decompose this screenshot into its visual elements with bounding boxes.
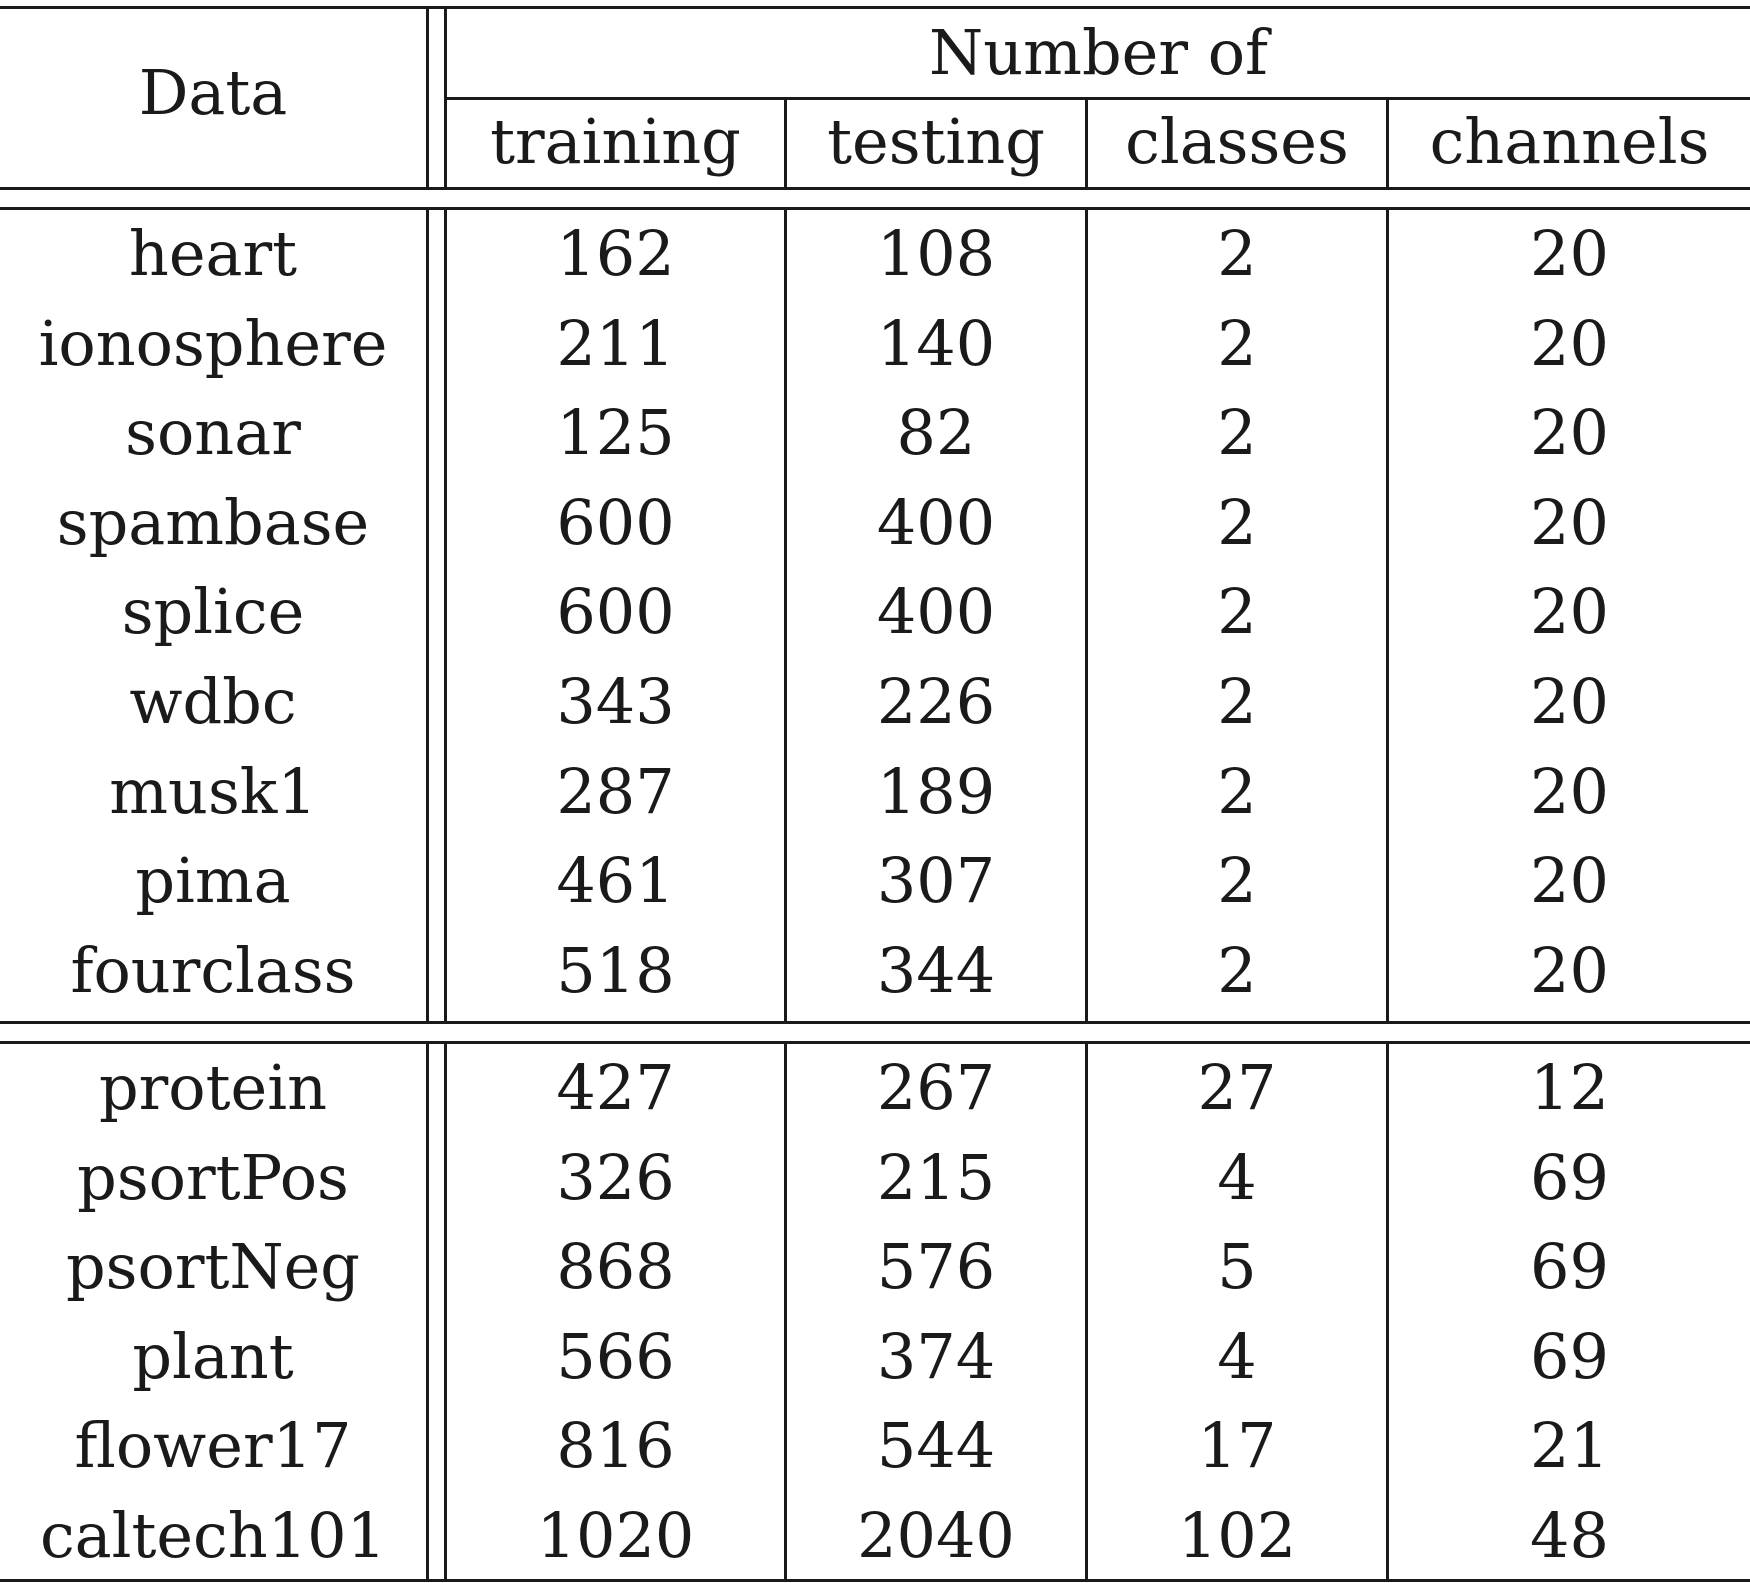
header-training: training xyxy=(490,105,741,178)
table-cell-testing: 344 xyxy=(876,933,996,1007)
table-cell-classes: 2 xyxy=(1217,575,1257,649)
table-cell-testing: 215 xyxy=(876,1140,996,1214)
table-cell-training: 162 xyxy=(556,217,675,290)
table-cell-testing: 267 xyxy=(876,1051,996,1124)
table-cell-training: 816 xyxy=(556,1409,675,1483)
dataset-name-cell: plant xyxy=(132,1319,294,1393)
table-cell-training: 343 xyxy=(556,665,675,738)
table-cell-classes: 2 xyxy=(1217,306,1257,380)
table-cell-training: 461 xyxy=(556,844,675,918)
table-cell-channels: 69 xyxy=(1530,1319,1609,1393)
table-cell-classes: 4 xyxy=(1217,1140,1257,1214)
table-cell-training: 566 xyxy=(556,1319,675,1393)
table-cell-channels: 20 xyxy=(1530,575,1609,649)
data-col-divider-a xyxy=(426,207,429,1024)
table-cell-channels: 20 xyxy=(1530,306,1609,380)
table-cell-channels: 20 xyxy=(1530,396,1609,470)
table-cell-testing: 189 xyxy=(876,754,996,828)
table-cell-classes: 5 xyxy=(1217,1230,1257,1304)
header-number-of: Number of xyxy=(929,16,1268,89)
table-cell-training: 600 xyxy=(556,575,675,649)
table-cell-testing: 544 xyxy=(876,1409,996,1483)
table-cell-classes: 2 xyxy=(1217,396,1257,470)
table-cell-channels: 20 xyxy=(1530,217,1609,290)
table-cell-classes: 17 xyxy=(1197,1409,1277,1483)
table-cell-channels: 69 xyxy=(1530,1230,1609,1304)
table-cell-testing: 374 xyxy=(876,1319,996,1393)
table-cell-testing: 400 xyxy=(876,485,996,559)
dataset-name-cell: sonar xyxy=(125,396,301,470)
table-cell-training: 1020 xyxy=(536,1499,695,1572)
dataset-name-cell: caltech101 xyxy=(39,1499,387,1572)
table-cell-classes: 102 xyxy=(1177,1499,1297,1572)
dataset-name-cell: ionosphere xyxy=(38,306,388,380)
table-cell-testing: 307 xyxy=(876,844,996,918)
table-cell-channels: 69 xyxy=(1530,1140,1609,1214)
table-cell-testing: 82 xyxy=(896,396,976,470)
dataset-name-cell: spambase xyxy=(56,485,370,559)
dataset-name-cell: wdbc xyxy=(129,665,297,738)
table-cell-training: 868 xyxy=(556,1230,675,1304)
table-cell-classes: 2 xyxy=(1217,754,1257,828)
table-cell-testing: 2040 xyxy=(857,1499,1015,1572)
table-cell-classes: 2 xyxy=(1217,485,1257,559)
table-cell-testing: 140 xyxy=(876,306,996,380)
table-cell-classes: 27 xyxy=(1197,1051,1277,1124)
table-cell-classes: 2 xyxy=(1217,844,1257,918)
dataset-name-cell: splice xyxy=(121,575,305,649)
table-cell-classes: 2 xyxy=(1217,665,1257,738)
dataset-name-cell: musk1 xyxy=(109,754,317,828)
table-cell-training: 518 xyxy=(556,933,675,1007)
header-channels: channels xyxy=(1429,105,1710,178)
dataset-name-cell: flower17 xyxy=(74,1409,352,1483)
data-col-divider-a xyxy=(426,1041,429,1582)
header-data: Data xyxy=(138,56,288,129)
table-cell-training: 125 xyxy=(556,396,675,470)
header-testing: testing xyxy=(827,105,1045,178)
table-cell-training: 427 xyxy=(556,1051,675,1124)
table-cell-channels: 48 xyxy=(1530,1499,1609,1572)
dataset-name-cell: pima xyxy=(135,844,291,918)
table-cell-channels: 12 xyxy=(1530,1051,1609,1124)
table-cell-channels: 20 xyxy=(1530,754,1609,828)
dataset-name-cell: protein xyxy=(98,1051,328,1124)
dataset-name-cell: heart xyxy=(128,217,298,290)
table-cell-training: 287 xyxy=(556,754,675,828)
table-cell-classes: 2 xyxy=(1217,933,1257,1007)
dataset-name-cell: psortNeg xyxy=(65,1230,360,1304)
dataset-name-cell: fourclass xyxy=(70,933,356,1007)
table-cell-testing: 400 xyxy=(876,575,996,649)
header-rule-1 xyxy=(0,187,1750,190)
table-cell-training: 326 xyxy=(556,1140,675,1214)
table-cell-testing: 226 xyxy=(876,665,996,738)
table-cell-testing: 576 xyxy=(876,1230,996,1304)
data-col-divider-a xyxy=(426,6,429,190)
table-cell-channels: 20 xyxy=(1530,844,1609,918)
table-cell-training: 211 xyxy=(556,306,675,380)
header-classes: classes xyxy=(1125,105,1349,178)
table-cell-channels: 20 xyxy=(1530,485,1609,559)
section-rule-1 xyxy=(0,1021,1750,1024)
table-cell-testing: 108 xyxy=(876,217,996,290)
dataset-name-cell: psortPos xyxy=(77,1140,349,1214)
table-cell-channels: 21 xyxy=(1530,1409,1609,1483)
table-cell-classes: 4 xyxy=(1217,1319,1257,1393)
table-cell-channels: 20 xyxy=(1530,933,1609,1007)
table-cell-channels: 20 xyxy=(1530,665,1609,738)
table-cell-classes: 2 xyxy=(1217,217,1257,290)
table-cell-training: 600 xyxy=(556,485,675,559)
